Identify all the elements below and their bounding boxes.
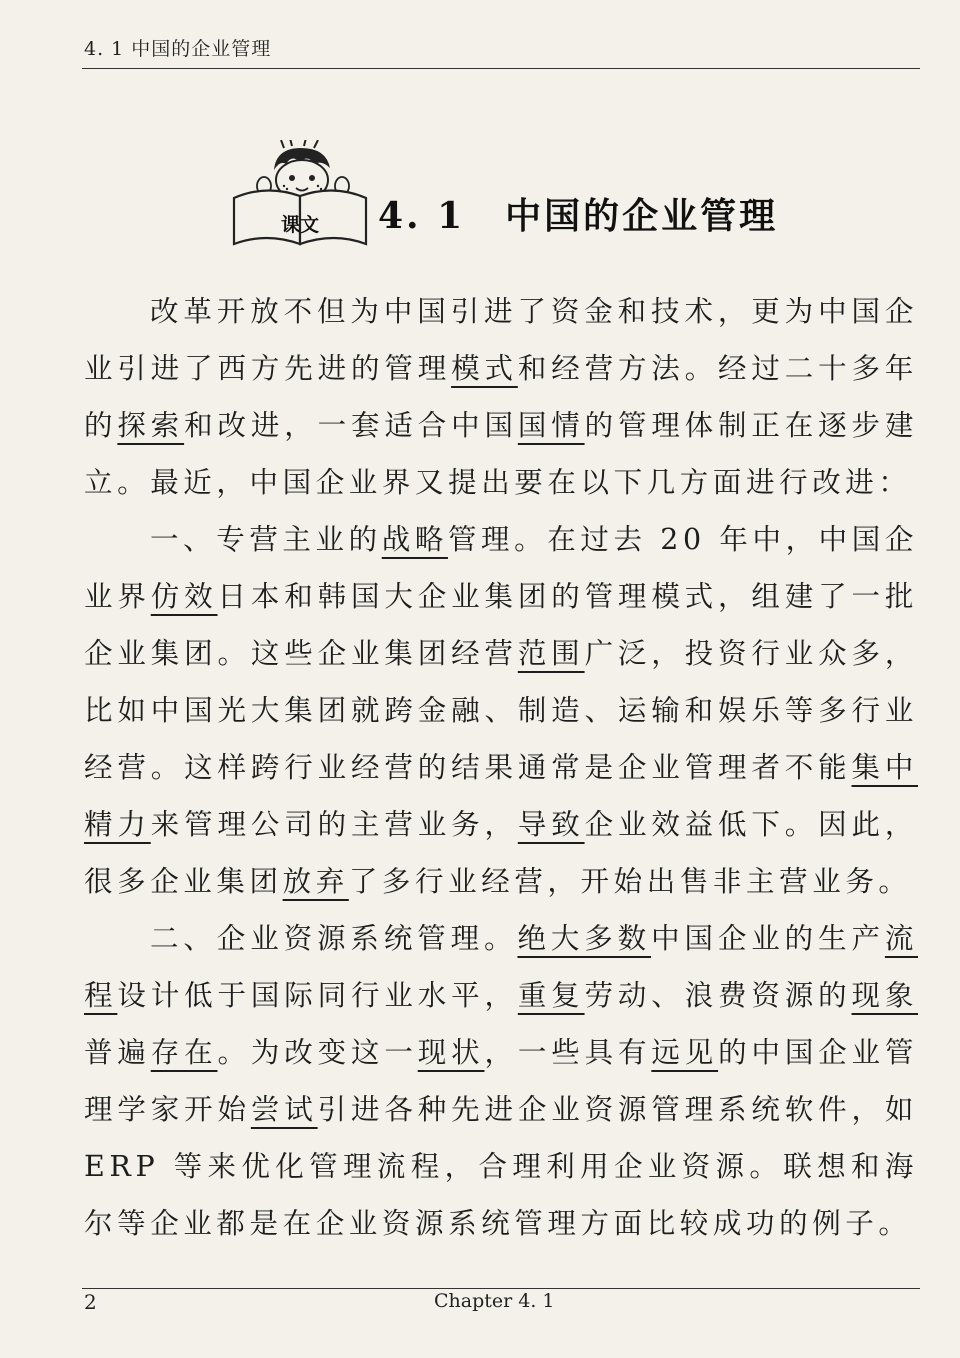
- vocab-term: 绝大多数: [517, 922, 652, 955]
- text-run: 引进各种先进企业资源管理系统软件，如 ERP 等来优化管理流程，合理利用企业资源。联想和海尔等企业都是在企业资源系统管理方面比较成功的例子。: [84, 1093, 918, 1240]
- text-run: 日本和韩国大企业集团的管理模式，组建了一批企业集团。这些企业集团经营: [84, 580, 919, 670]
- vocab-term: 范围: [517, 637, 585, 670]
- text-run: 来管理公司的主营业务，: [150, 808, 518, 841]
- lesson-body: [84, 283, 918, 1252]
- vocab-term: 导致: [517, 808, 585, 841]
- paragraph-resources: [84, 910, 918, 1252]
- page-number: 2: [84, 1290, 97, 1314]
- vocab-term: 战略: [381, 523, 448, 556]
- lesson-title: [378, 188, 778, 239]
- vocab-term: 流程: [84, 922, 918, 1012]
- paragraph-strategy: [84, 511, 918, 910]
- text-run: 管理。在过去 20 年中，中国企业界: [84, 523, 918, 613]
- text-run: 改革开放不但为中国引进了资金和技术，更为中国企业引进了西方先进的管理: [84, 295, 918, 385]
- vocab-term: 放弃: [282, 865, 349, 898]
- vocab-term: 探索: [117, 409, 185, 442]
- text-run: 广泛，投资行业众多，比如中国光大集团就跨金融、制造、运输和娱乐等多行业经营。这样跨行业经营的结果通常是企业管理者不能: [84, 637, 918, 784]
- text-run: 中国企业的生产: [651, 922, 885, 955]
- lesson-title-block: [226, 140, 826, 250]
- text-run: 普遍: [84, 1036, 151, 1069]
- vocab-term: 现象: [851, 979, 919, 1012]
- vocab-term: 现状: [417, 1036, 485, 1069]
- text-run: 了多行业经营，开始出售非主营业务。: [348, 865, 912, 898]
- vocab-term: 重复: [517, 979, 585, 1012]
- text-run: 和改进，一套适合中国: [184, 409, 518, 442]
- lesson-number: 4. 1: [378, 195, 466, 237]
- text-run: ，一些具有: [484, 1036, 652, 1069]
- paragraph-intro: [84, 283, 918, 511]
- header-rule: [82, 68, 920, 69]
- running-header: 4. 1 中国的企业管理: [84, 38, 272, 60]
- vocab-term: 国情: [517, 409, 585, 442]
- text-run: 一、专营主业的: [150, 523, 382, 556]
- vocab-term: 远见: [651, 1036, 719, 1069]
- text-run: 二、企业资源系统管理。: [150, 922, 518, 955]
- text-run: 。为改变这一: [217, 1036, 418, 1069]
- footer-rule: [82, 1288, 920, 1289]
- text-run: 和经营方法。经过二十多年的: [84, 352, 919, 442]
- lesson-badge-label: 课文: [280, 214, 319, 236]
- text-run: 企业效益低下。因此，很多企业集团: [84, 808, 919, 898]
- text-run: 劳动、浪费资源的: [584, 979, 852, 1012]
- vocab-term: 存在: [150, 1036, 218, 1069]
- text-run: 的中国企业管理学家开始: [84, 1036, 919, 1126]
- lesson-title-text: 中国的企业管理: [505, 195, 779, 237]
- text-run: 设计低于国际同行业水平，: [117, 979, 518, 1012]
- text-run: 的管理体制正在逐步建立。最近，中国企业界又提出要在以下几方面进行改进：: [84, 409, 918, 499]
- vocab-term: 集中精力: [84, 751, 918, 841]
- vocab-term: 模式: [451, 352, 518, 385]
- vocab-term: 尝试: [250, 1093, 318, 1126]
- chapter-label: Chapter 4. 1: [434, 1290, 555, 1312]
- vocab-term: 仿效: [150, 580, 218, 613]
